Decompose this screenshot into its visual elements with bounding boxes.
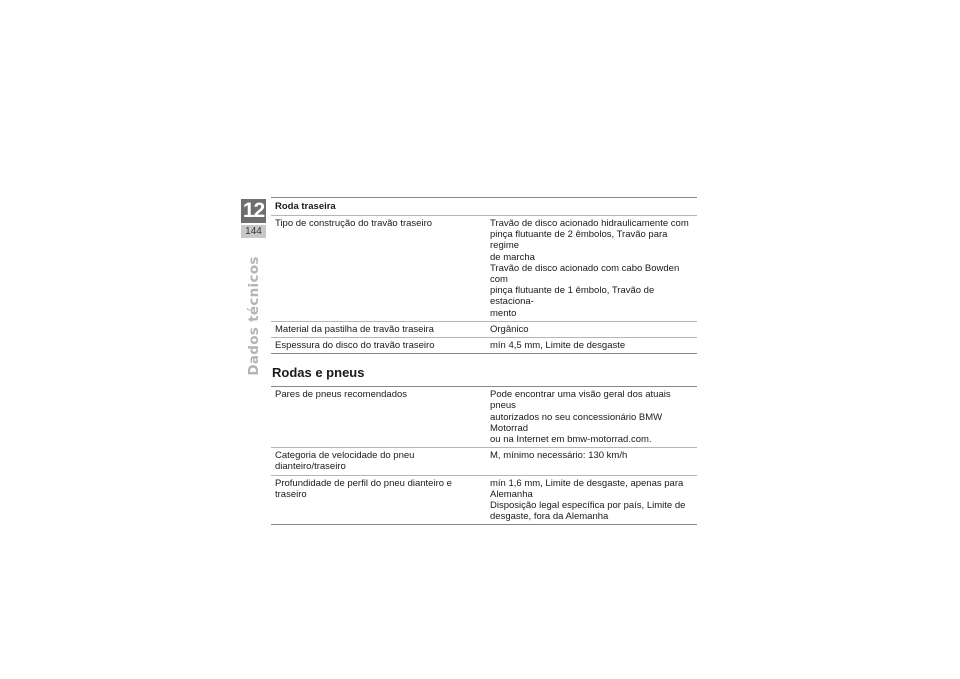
row-value xyxy=(486,338,697,354)
row-label: Pares de pneus recomendados xyxy=(275,389,408,401)
value-line: Orgânico xyxy=(490,323,529,335)
value-line: ou na Internet em bmw-motorrad.com. xyxy=(490,434,652,446)
row-value xyxy=(486,387,697,448)
tyres-table xyxy=(271,386,697,525)
value-line: M, mínimo necessário: 130 km/h xyxy=(490,450,628,462)
table-row xyxy=(271,216,697,322)
rear-wheel-heading: Roda traseira xyxy=(275,201,336,212)
value-line: autorizados no seu concessionário BMW Motorrad xyxy=(490,411,663,434)
page-content xyxy=(271,197,697,525)
value-line: mín 1,6 mm, Limite de desgaste, apenas para xyxy=(490,477,684,489)
table-row xyxy=(271,475,697,525)
value-line: mento xyxy=(490,307,517,319)
value-line: de marcha xyxy=(490,251,535,263)
page-number: 144 xyxy=(241,225,266,238)
value-line: Alemanha xyxy=(490,488,533,500)
value-line: mín 4,5 mm, Limite de desgaste xyxy=(490,340,626,352)
value-line: pinça flutuante de 1 êmbolo, Travão de estaciona- xyxy=(490,285,655,308)
row-value xyxy=(486,448,697,475)
value-line: pinça flutuante de 2 êmbolos, Travão para regime xyxy=(490,229,668,252)
value-line: Travão de disco acionado com cabo Bowden com xyxy=(490,262,680,286)
table-row xyxy=(271,448,697,475)
chapter-number-badge: 12 xyxy=(242,199,265,222)
chapter-side-title: Dados técnicos xyxy=(246,256,262,376)
row-label: Categoria de velocidade do pneu dianteiro/traseiro xyxy=(275,450,415,473)
row-label: Material da pastilha de travão traseira xyxy=(275,323,434,335)
row-label: Tipo de construção do travão traseiro xyxy=(275,218,433,229)
rear-wheel-table xyxy=(271,215,697,354)
row-value xyxy=(486,321,697,337)
row-label: Profundidade de perfil do pneu dianteiro e traseiro xyxy=(275,477,452,500)
value-line: desgaste, fora da Alemanha xyxy=(490,511,609,523)
value-line: Travão de disco acionado hidraulicamente com xyxy=(490,218,689,229)
table-row xyxy=(271,338,697,354)
row-value xyxy=(486,475,697,525)
table-row xyxy=(271,321,697,337)
table-row xyxy=(271,387,697,448)
value-line: Disposição legal específica por país, Limite de xyxy=(490,500,686,512)
tyres-section-title: Rodas e pneus xyxy=(272,365,365,381)
row-value xyxy=(486,216,697,322)
row-label: Espessura do disco do travão traseiro xyxy=(275,340,435,352)
value-line: Pode encontrar uma visão geral dos atuais pneus xyxy=(490,389,671,412)
